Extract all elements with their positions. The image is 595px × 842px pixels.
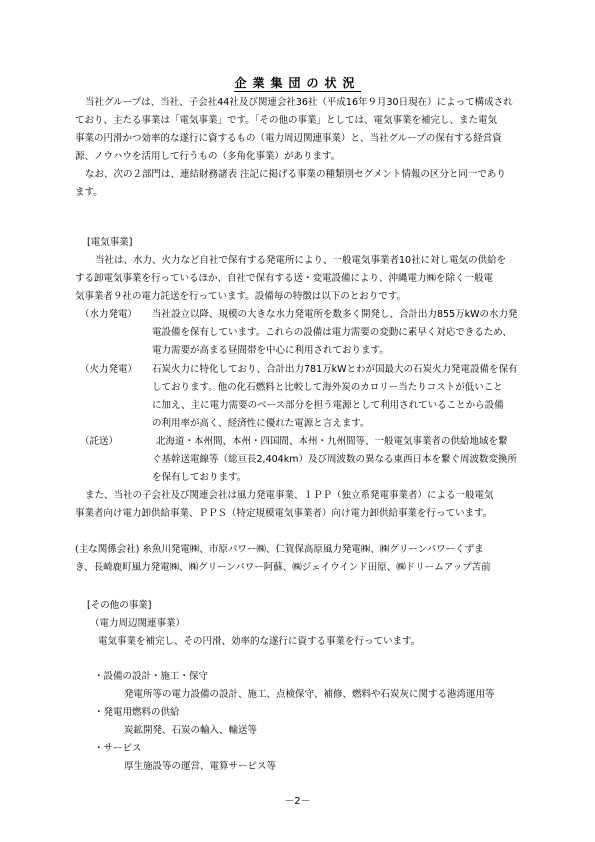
electric-body-line: 気事業者９社の電力託送を行っています。設備毎の特徴は以下のとおりです。 [75,291,406,302]
electric-body-line: 当社は、水力、火力など自社で保有する発電所により、一般電気事業者10社に対し電気の供給を [95,255,507,266]
thermal-line: しております。他の化石燃料と比較して海外炭のカロリー当たりコストが低いこと [152,382,503,393]
intro-line: なお、次の２部門は、連結財務諸表 注記に掲げる事業の種類別セグメント情報の区分と同一であり [85,169,506,180]
affiliates-paragraph [75,541,520,577]
other-item-description: 発電所等の電力設備の設計、施工、点検保守、補修、燃料や石炭灰に関する港湾運用等 [124,689,495,700]
hydro-line: 電力需要が高まる昼間帯を中心に利用されております。 [152,345,389,356]
affiliates-line: (主な関係会社) 糸魚川発電㈱、市原パワー㈱、仁賀保高原風力発電㈱、㈱グリーンパワーくずま [75,544,484,555]
hydro-label: （水力発電） [80,309,138,320]
page-title-text: 企業集団の状況 [234,76,361,90]
hydro-line: 電設備を保有しています。これらの設備は電力需要の変動に素早く対応できるため、 [152,327,512,338]
intro-line: 当社グループは、当社、子会社44社及び関連会社36社（平成16年９月30日現在）によって構成され [85,97,513,108]
thermal-label: （火力発電） [80,364,138,375]
other-sub-heading: （電力周辺関連事業） [90,618,186,629]
electric-body-line: する卸電気事業を行っているほか、自社で保有する送・変電設備により、沖縄電力㈱を除く一般電 [75,273,494,284]
transmission-label: （託送） [80,436,119,447]
transmission-text [152,433,517,487]
thermal-text [152,361,518,433]
affiliates-line: き、長崎鹿町風力発電㈱、㈱グリーンパワー阿蘇、㈱ジェイウインド田原、㈱ドリームアップ苫前 [75,562,491,573]
other-item-description: 厚生施設等の運営、電算サービス等 [124,761,277,772]
thermal-line: 石炭火力に特化しており、合計出力781万kWとわが国最大の石炭火力発電設備を保有 [152,364,518,375]
other-sub-description: 電気事業を補完し、その円滑、効率的な遂行に資する事業を行っています。 [98,636,421,647]
page-title [0,74,595,91]
page-number: －2－ [284,796,311,807]
other-item-label: ・設備の設計・施工・保守 [94,671,209,682]
electric-heading: [電気事業] [87,237,133,248]
intro-line: 源、ノウハウを活用して行うもの（多角化事業）があります。 [75,151,341,162]
other-item-label: ・発電用燃料の供給 [94,707,180,718]
subsidiaries-paragraph [75,487,520,523]
intro-line: ます。 [75,187,103,198]
subsidiaries-line: また、当社の子会社及び関連会社は風力発電事業、ＩＰＰ（独立系発電事業者）による一般電気 [85,490,494,501]
hydro-line: 当社設立以降、規模の大きな水力発電所を数多く開発し、合計出力855万kWの水力発 [152,309,518,320]
transmission-line: 北海道・本州間、本州・四国間、本州・九州間等、一般電気事業者の供給地域を繋 [156,436,508,447]
other-heading: [その他の事業] [87,600,152,611]
hydro-text [152,306,518,360]
intro-line: 事業の円滑かつ効率的な遂行に資するもの（電力周辺関連事業）と、当社グループの保有する経営資 [75,133,502,144]
intro-paragraph [75,94,520,202]
thermal-line: の利用率が高く、経済性に優れた電源と言えます。 [152,418,370,429]
thermal-line: に加え、主に電力需要のベース部分を担う電源として利用されていることから設備 [152,400,504,411]
intro-line: ており、主たる事業は「電気事業」です。「その他の事業」としては、電気事業を補完し、また電気 [75,115,497,126]
subsidiaries-line: 事業者向け電力卸供給事業、ＰＰＳ（特定規模電気事業者）向け電力卸供給事業を行っています。 [75,508,493,519]
other-item-description: 炭鉱開発、石炭の輸入、輸送等 [124,725,258,736]
electric-body [75,252,520,306]
transmission-line: ぐ基幹送電線等（総亘長2,404km）及び周波数の異なる東西日本を繋ぐ周波数変換所 [152,454,517,465]
other-item-label: ・サービス [94,743,142,754]
transmission-line: を保有しております。 [152,472,247,483]
